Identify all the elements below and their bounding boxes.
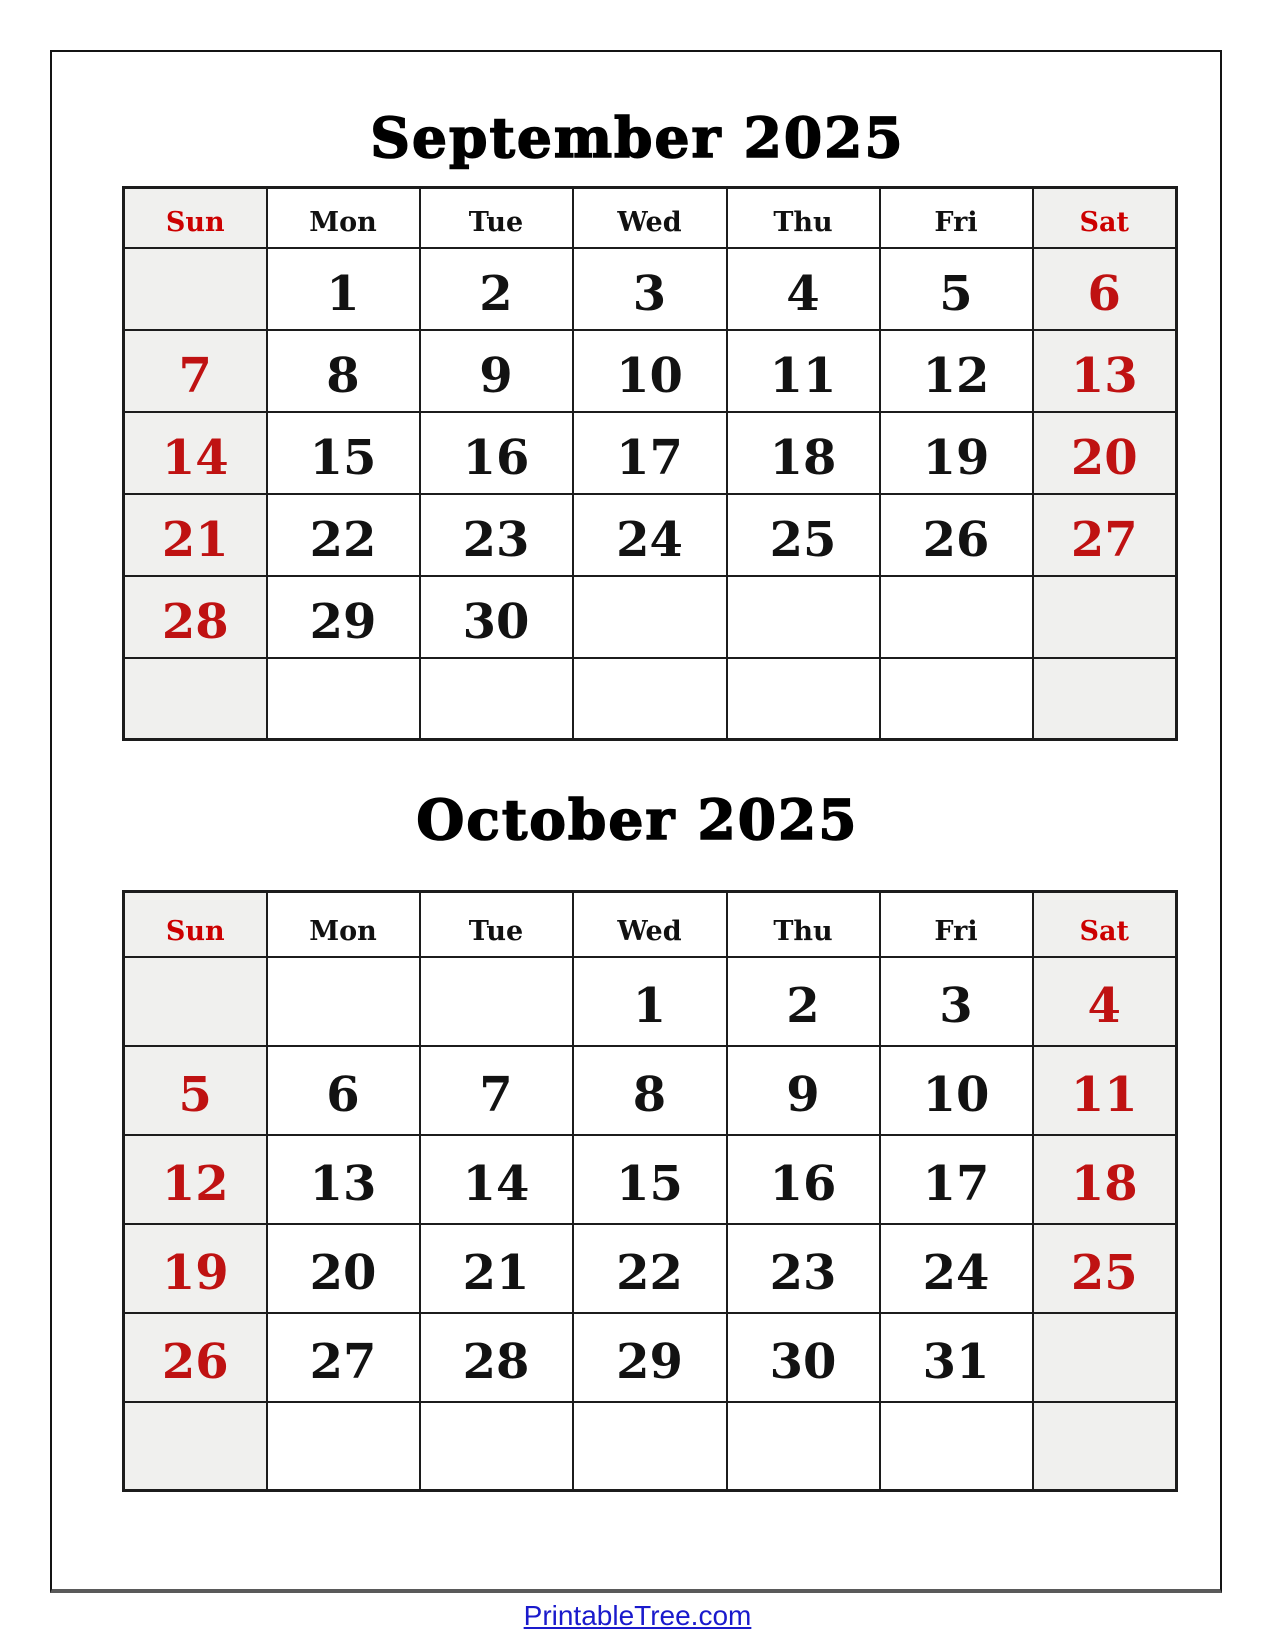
day-cell: 12 — [124, 1135, 267, 1224]
day-cell: 29 — [267, 576, 420, 658]
day-cell — [124, 1402, 267, 1491]
day-cell — [124, 957, 267, 1046]
day-cell: 19 — [880, 412, 1033, 494]
day-cell: 18 — [1033, 1135, 1177, 1224]
day-cell: 28 — [420, 1313, 573, 1402]
day-cell: 21 — [124, 494, 267, 576]
day-header-cell: Sun — [124, 188, 267, 248]
day-cell — [727, 1402, 880, 1491]
day-cell: 11 — [727, 330, 880, 412]
calendar-table-october — [122, 890, 1178, 1492]
day-cell: 20 — [267, 1224, 420, 1313]
month-title-september: September 2025 — [370, 105, 905, 170]
day-cell: 14 — [124, 412, 267, 494]
day-cell: 15 — [573, 1135, 727, 1224]
day-cell: 27 — [267, 1313, 420, 1402]
day-header-cell: Tue — [420, 188, 573, 248]
day-cell — [267, 1402, 420, 1491]
day-cell: 30 — [420, 576, 573, 658]
month-title-october: October 2025 — [416, 787, 859, 852]
day-header-cell: Sat — [1033, 188, 1177, 248]
day-cell — [727, 658, 880, 740]
day-cell: 3 — [880, 957, 1033, 1046]
day-cell: 17 — [573, 412, 727, 494]
day-header-cell: Sun — [124, 892, 267, 957]
day-cell: 10 — [880, 1046, 1033, 1135]
day-cell: 25 — [1033, 1224, 1177, 1313]
day-cell — [124, 658, 267, 740]
day-cell: 11 — [1033, 1046, 1177, 1135]
day-cell: 23 — [727, 1224, 880, 1313]
day-header-cell: Mon — [267, 188, 420, 248]
day-cell: 19 — [124, 1224, 267, 1313]
day-header-cell: Thu — [727, 892, 880, 957]
day-cell — [1033, 1402, 1177, 1491]
day-cell: 13 — [267, 1135, 420, 1224]
day-cell: 24 — [573, 494, 727, 576]
day-cell: 6 — [1033, 248, 1177, 330]
day-cell: 14 — [420, 1135, 573, 1224]
day-cell: 22 — [573, 1224, 727, 1313]
day-cell: 20 — [1033, 412, 1177, 494]
calendar-table-september — [122, 186, 1178, 741]
week-row — [124, 957, 1177, 1046]
day-header-row — [124, 892, 1177, 957]
day-cell — [880, 658, 1033, 740]
week-row — [124, 1313, 1177, 1402]
day-cell: 5 — [880, 248, 1033, 330]
week-row — [124, 1046, 1177, 1135]
week-row — [124, 1135, 1177, 1224]
day-cell — [1033, 1313, 1177, 1402]
day-cell: 30 — [727, 1313, 880, 1402]
day-cell — [880, 1402, 1033, 1491]
day-header-cell: Sat — [1033, 892, 1177, 957]
day-cell: 13 — [1033, 330, 1177, 412]
day-header-cell: Wed — [573, 188, 727, 248]
day-cell: 3 — [573, 248, 727, 330]
day-cell — [1033, 576, 1177, 658]
day-cell: 8 — [573, 1046, 727, 1135]
day-cell: 28 — [124, 576, 267, 658]
day-cell — [124, 248, 267, 330]
day-cell: 2 — [727, 957, 880, 1046]
week-row — [124, 1402, 1177, 1491]
day-cell — [420, 658, 573, 740]
day-header-cell: Mon — [267, 892, 420, 957]
day-cell: 18 — [727, 412, 880, 494]
day-cell: 17 — [880, 1135, 1033, 1224]
day-header-cell: Tue — [420, 892, 573, 957]
day-cell: 1 — [267, 248, 420, 330]
day-cell: 29 — [573, 1313, 727, 1402]
day-cell: 9 — [727, 1046, 880, 1135]
day-cell: 4 — [727, 248, 880, 330]
day-header-cell: Fri — [880, 188, 1033, 248]
day-header-row — [124, 188, 1177, 248]
day-cell: 8 — [267, 330, 420, 412]
day-cell: 26 — [124, 1313, 267, 1402]
footer — [0, 1600, 1275, 1632]
day-cell — [573, 1402, 727, 1491]
day-cell: 9 — [420, 330, 573, 412]
day-cell: 16 — [727, 1135, 880, 1224]
week-row — [124, 248, 1177, 330]
day-cell — [267, 658, 420, 740]
footer-link[interactable]: PrintableTree.com — [523, 1600, 752, 1631]
day-cell — [1033, 658, 1177, 740]
day-cell — [573, 658, 727, 740]
day-cell: 6 — [267, 1046, 420, 1135]
week-row — [124, 412, 1177, 494]
day-cell: 24 — [880, 1224, 1033, 1313]
day-cell — [420, 1402, 573, 1491]
day-cell: 10 — [573, 330, 727, 412]
day-header-cell: Wed — [573, 892, 727, 957]
day-header-cell: Thu — [727, 188, 880, 248]
day-cell — [573, 576, 727, 658]
week-row — [124, 494, 1177, 576]
day-cell — [420, 957, 573, 1046]
day-cell — [880, 576, 1033, 658]
day-header-cell: Fri — [880, 892, 1033, 957]
day-cell: 27 — [1033, 494, 1177, 576]
week-row — [124, 658, 1177, 740]
day-cell — [727, 576, 880, 658]
week-row — [124, 1224, 1177, 1313]
day-cell: 26 — [880, 494, 1033, 576]
day-cell: 15 — [267, 412, 420, 494]
day-cell: 2 — [420, 248, 573, 330]
day-cell: 4 — [1033, 957, 1177, 1046]
day-cell: 1 — [573, 957, 727, 1046]
day-cell: 25 — [727, 494, 880, 576]
day-cell: 16 — [420, 412, 573, 494]
day-cell: 7 — [420, 1046, 573, 1135]
week-row — [124, 330, 1177, 412]
day-cell — [267, 957, 420, 1046]
day-cell: 7 — [124, 330, 267, 412]
day-cell: 21 — [420, 1224, 573, 1313]
day-cell: 23 — [420, 494, 573, 576]
day-cell: 22 — [267, 494, 420, 576]
day-cell: 5 — [124, 1046, 267, 1135]
week-row — [124, 576, 1177, 658]
day-cell: 31 — [880, 1313, 1033, 1402]
day-cell: 12 — [880, 330, 1033, 412]
